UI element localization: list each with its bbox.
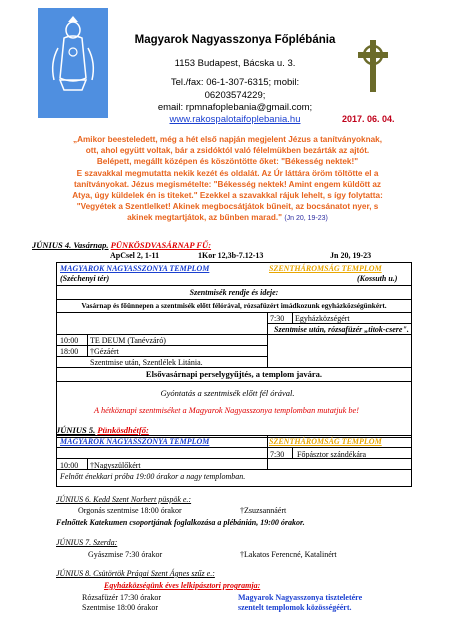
june5-feast: Pünkösdhétfő: [97,425,149,435]
parish-email: email: rpmnafoplebania@gmail.com; [157,102,313,113]
gospel-line: Belépett, megállt középen és köszöntötte őket: "Békesség nektek!" [96,157,359,167]
bulletin-date: 2017. 06. 04. [342,114,395,124]
schedule-title: Szentmisék rendje és ideje: [189,288,279,297]
june5-day: JÚNIUS 5. [56,425,96,435]
divider [267,323,411,324]
divider [57,345,267,346]
confession-note: Vasárnap és főünnepen a szentmisék előtt félórával, rózsafüzért imádkozunk egyházközségünkért. [81,301,387,310]
june8-program: Egyházközségünk éves lelkipásztori programja: [104,581,261,590]
left-time: 10:00 [60,461,79,470]
collection-note: Elsővasárnapi perselygyűjtés, a templom javára. [145,369,323,379]
left-intention: †Nagyszülőkért [90,461,141,470]
divider [57,367,411,368]
parish-website-link[interactable]: www.rakospalotaifoplebania.hu [169,114,301,125]
divider [57,381,411,382]
church1-name: MAGYAROK NAGYASSZONYA TEMPLOM [60,264,210,273]
june8-mass: Szentmise 18:00 órakor [82,603,158,612]
left-time-2: 18:00 [60,347,79,356]
parish-phone [120,76,350,102]
june6-intention: †Zsuzsannáért [240,506,287,515]
june4-day: JÚNIUS 4. Vasárnap. [32,240,109,250]
divider [57,469,411,470]
weekday-mass-notice: A hétköznapi szentmiséket a Magyarok Nagyasszonya templomban mutatjuk be! [94,406,359,415]
divider [57,447,411,448]
divider [267,436,268,469]
right-note: Szentmise után, rózsafüzér „titok-csere". [274,325,409,334]
right-time: 7:30 [270,450,285,459]
divider [267,334,268,367]
parish-address: 1153 Budapest, Bácska u. 3. [174,58,296,69]
june8-intention-1: Magyarok Nagyasszonya tiszteletére [238,593,363,602]
church2-location: (Kossuth u.) [357,274,398,283]
june5-schedule-table [56,435,412,487]
june7-mass: Gyászmise 7:30 órakor [88,550,163,559]
june7-intention: †Lakatos Ferencné, Katalinért [240,550,337,559]
divider [57,285,411,286]
parish-logo [38,8,108,118]
divider [292,447,293,458]
church1-name: MAGYAROK NAGYASSZONYA TEMPLOM [60,437,210,446]
church1-location: (Széchenyi tér) [60,274,110,283]
june6-mass: Orgonás szentmise 18:00 órakor [78,506,182,515]
june5-heading [56,425,149,435]
reading-2: 1Kor 12,3b-7.12-13 [198,251,264,260]
gospel-quote [40,134,415,225]
divider [57,458,411,459]
gospel-reference: (Jn 20, 19-23) [284,215,328,223]
right-intention: Főpásztor szándékára [297,450,367,459]
right-intention-1: Egyházközségért [295,314,350,323]
divider [57,356,267,357]
june5-note: Felnőtt énekkari próba 19:00 órakor a nagy templomban. [60,472,246,481]
left-note-text: Szentmise után, Szentlélek Litánia. [90,358,203,367]
divider [292,312,293,323]
divider [57,299,411,300]
right-time-1: 7:30 [270,314,285,323]
june8-rosary: Rózsafüzér 17:30 órakor [82,593,162,602]
cross-icon [355,40,391,92]
june4-feast: PÜNKÖSDVASÁRNAP FŰ: [110,240,212,250]
gospel-line: E szavakkal megmutatta nekik kezét és oldalát. Az Úr láttára öröm töltötte el a [76,168,379,178]
reading-3: Jn 20, 19-23 [330,251,372,260]
gospel-line-text: akinek megtartjátok, az bűnben marad." [127,213,283,223]
gospel-line [40,212,415,224]
gospel-line: ott, ahol együtt voltak, bár a zsidóktól való félelmükben bezárták az ajtót. [85,146,370,156]
divider [57,334,411,335]
church2-name: SZENTHÁROMSÁG TEMPLOM [269,264,382,273]
june6-note: Felnőttek Katekumen csoportjának foglalkozása a plébánián, 19:00 órakor. [56,518,305,527]
june7-heading: JÚNIUS 7. Szerda: [56,538,118,547]
left-intention-1: TE DEUM (Tanévzáró) [90,336,166,345]
divider [87,458,88,469]
gospel-line: Atya, úgy küldelek én is titeket." Ezekkel a szavakkal rájuk lehelt, s így folytatta: [72,191,383,201]
gospel-line: tanítványokat. Jézus megismételte: "Békesség nektek! Amint engem küldött az [73,179,382,189]
left-intention-2: †Gézáért [90,347,119,356]
divider [57,312,411,313]
church2-name: SZENTHÁROMSÁG TEMPLOM [269,437,382,446]
left-time-1: 10:00 [60,336,79,345]
parish-title: Magyarok Nagyasszonya Főplébánia [134,34,336,46]
gospel-line: "Vegyétek a Szentlelket! Akinek megbocsátjátok bűneit, az bocsánatot nyer, s [76,202,379,212]
june6-heading: JÚNIUS 6. Kedd Szent Norbert püspök e.: [56,495,192,504]
phone-line-1: Tel./fax: 06-1-307-6315; mobil: [170,77,300,88]
phone-line-2: 06203574229; [204,90,266,101]
gospel-line: „Amikor beesteledett, még a hét első napján megjelent Jézus a tanítványoknak, [73,135,382,144]
confession-notice: Gyóntatás a szentmisék előtt fél órával. [160,388,295,398]
june8-heading: JÚNIUS 8. Csütörtök Prágai Szent Ágnes szűz e.: [56,569,215,578]
reading-1: ApCsel 2, 1-11 [110,251,160,260]
left-note [90,358,203,367]
june4-heading [32,240,211,250]
june8-intention-2: szentelt templomok közösségéért. [238,603,352,612]
